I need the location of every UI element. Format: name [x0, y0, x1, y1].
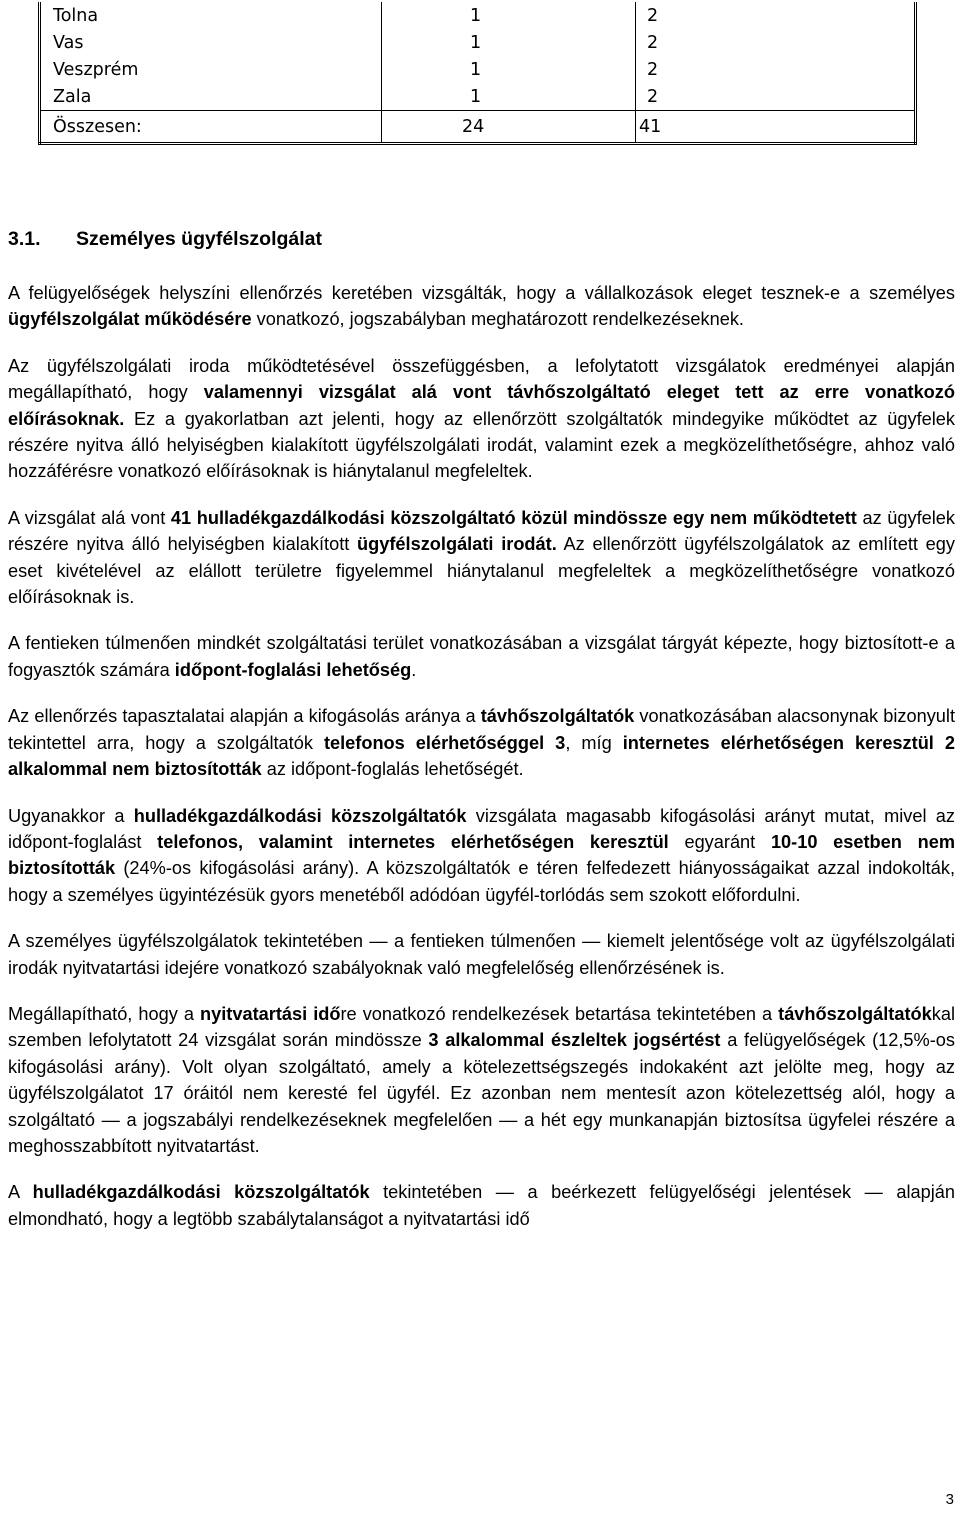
bold-text: internetes elérhetőségen keresztül 2 alkalommal nem biztosították — [8, 732, 955, 780]
text-run: Az ügyfélszolgálati iroda működtetésével összefüggésben, a lefolytatott vizsgálatok eredményei alapján megállapítható, hogy — [8, 355, 955, 403]
text-run: Megállapítható, hogy a — [8, 1003, 201, 1024]
text-run: Az ellenőrzés tapasztalatai alapján a kifogásolás aránya a — [8, 706, 481, 727]
paragraph — [8, 280, 955, 333]
paragraph — [8, 630, 955, 683]
text-run: vonatkozó, jogszabályban meghatározott rendelkezéseknek. — [251, 309, 744, 330]
text-run: , míg — [565, 732, 623, 753]
count-col2: 2 — [647, 5, 659, 26]
count-col1: 1 — [382, 56, 636, 83]
count-col2: 2 — [647, 86, 659, 107]
bold-text: 10-10 esetben nem biztosították — [8, 831, 955, 879]
text-run: tekintetében — a beérkezett felügyelőségi jelentések — alapján elmondható, hogy a legtöbb szabálytalanságot a nyitvatartási idő — [8, 1182, 955, 1229]
text-run: kal szemben lefolytatott 24 vizsgálat során mindössze — [8, 1003, 955, 1051]
table-row — [40, 2, 916, 29]
bold-text: távhőszolgáltatók — [480, 706, 635, 727]
text-run: (24%-os kifogásolási arány). A közszolgáltatók e téren felfedezett hiányosságaikat azzal indokolták, hogy a személyes ügyintézésük gyors menetéből adódóan ügyfél-torlódás sem szokott előfordulni. — [8, 858, 955, 905]
text-run: re vonatkozó rendelkezések betartása tekintetében a — [340, 1003, 779, 1024]
bold-text: nyitvatartási idő — [200, 1003, 341, 1024]
bold-text: 41 hulladékgazdálkodási közszolgáltató közül mindössze egy nem működtetett — [170, 507, 857, 528]
paragraph — [8, 928, 955, 981]
text-run: Ez a gyakorlatban azt jelenti, hogy az ellenőrzött szolgáltatók mindegyike működtet az ügyfelek részére nyitva álló helyiségben kialakított ügyfélszolgálati irodát, valamint ezek a megközelíthetőségre, ahhoz való hozzáférésre vonatkozó előírásoknak is hiánytalanul megfeleltek. — [8, 408, 955, 482]
text-run: Ugyanakkor a — [8, 805, 134, 826]
paragraph — [8, 803, 955, 909]
bold-text: ügyfélszolgálati irodát. — [357, 534, 557, 555]
body-text — [8, 280, 955, 1252]
bold-text: telefonos, valamint internetes elérhetőségen keresztül — [157, 831, 669, 852]
section-title: Személyes ügyfélszolgálat — [76, 228, 323, 250]
table-row — [40, 83, 916, 111]
count-col1: 1 — [382, 29, 636, 56]
table-row — [40, 56, 916, 83]
bold-text: hulladékgazdálkodási közszolgáltatók — [133, 805, 467, 826]
text-run: A fentieken túlmenően mindkét szolgáltatási terület vonatkozásában a vizsgálat tárgyát képezte, hogy biztosított-e a fogyasztók számára — [8, 633, 955, 680]
paragraph — [8, 1001, 955, 1159]
bold-text: időpont-foglalási lehetőség — [174, 659, 412, 680]
bold-text: hulladékgazdálkodási közszolgáltatók — [32, 1182, 370, 1203]
total-label: Összesen: — [40, 111, 382, 144]
text-run: . — [411, 659, 417, 680]
county-table-body — [40, 2, 916, 144]
section-heading — [8, 228, 322, 251]
table-total-row — [40, 111, 916, 144]
bold-text: távhőszolgáltatók — [778, 1003, 932, 1024]
text-run: vizsgálata magasabb kifogásolási arányt mutat, mivel az időpont-foglalást — [8, 805, 955, 852]
section-number: 3.1. — [8, 228, 41, 250]
total-col2: 41 — [636, 111, 916, 144]
text-run: egyaránt — [668, 831, 771, 852]
count-col2: 2 — [647, 32, 659, 53]
bold-text: ügyfélszolgálat működésére — [8, 309, 252, 330]
text-run: az ügyfelek részére nyitva álló helyiségben kialakított — [8, 507, 955, 555]
county-name: Vas — [40, 29, 382, 56]
text-run: a felügyelőségek (12,5%-os kifogásolási arány). Volt olyan szolgáltató, amely a kötelezettségszegés indokaként azt jelölte meg, hogy az ügyfélszolgálatot 17 óráitól nem keresté fel ügyfél. Ez azonban nem mentesít azon kötelezettség alól, hogy a szolgáltató — a jogszabályi rendelkezéseknek megfelelően — a hét egy munkanapján biztosítsa ügyfelei részére a meghosszabbított nyitvatartást. — [8, 1030, 955, 1156]
count-col1: 1 — [382, 83, 636, 111]
table-row — [40, 29, 916, 56]
count-col1: 1 — [382, 2, 636, 29]
text-run: A vizsgálat alá vont — [8, 507, 171, 528]
total-col1: 24 — [382, 111, 636, 144]
county-name: Tolna — [40, 2, 382, 29]
bold-text: 3 alkalommal észleltek jogsértést — [428, 1030, 721, 1051]
text-run: A — [8, 1182, 33, 1203]
paragraph — [8, 353, 955, 485]
text-run: A felügyelőségek helyszíni ellenőrzés keretében vizsgálták, hogy a vállalkozások eleget tesznek-e a személyes — [8, 283, 955, 303]
paragraph — [8, 505, 955, 611]
text-run: vonatkozásában alacsonynak bizonyult tekintettel arra, hogy a szolgáltatók — [8, 706, 956, 753]
county-name: Veszprém — [40, 56, 382, 83]
text-run: A személyes ügyfélszolgálatok tekintetében — a fentieken túlmenően — kiemelt jelentősége volt az ügyfélszolgálati irodák nyitvatartási idejére vonatkozó szabályoknak való megfelelőség ellenőrzésének is. — [8, 931, 955, 978]
text-run: Az ellenőrzött ügyfélszolgálatok az említett egy eset kivételével az elállott területre figyelemmel hiánytalanul megfeleltek a megközelíthetőségre vonatkozó előírásoknak is. — [8, 534, 955, 608]
county-table — [38, 2, 917, 145]
bold-text: valamennyi vizsgálat alá vont távhőszolgáltató eleget tett az erre vonatkozó előírásoknak. — [8, 382, 955, 429]
bold-text: telefonos elérhetőséggel 3 — [323, 732, 566, 753]
page-number: 3 — [945, 1491, 954, 1508]
paragraph — [8, 703, 955, 782]
county-name: Zala — [40, 83, 382, 111]
paragraph — [8, 1179, 955, 1232]
text-run: az időpont-foglalás lehetőségét. — [261, 759, 524, 780]
count-col2: 2 — [647, 59, 659, 80]
